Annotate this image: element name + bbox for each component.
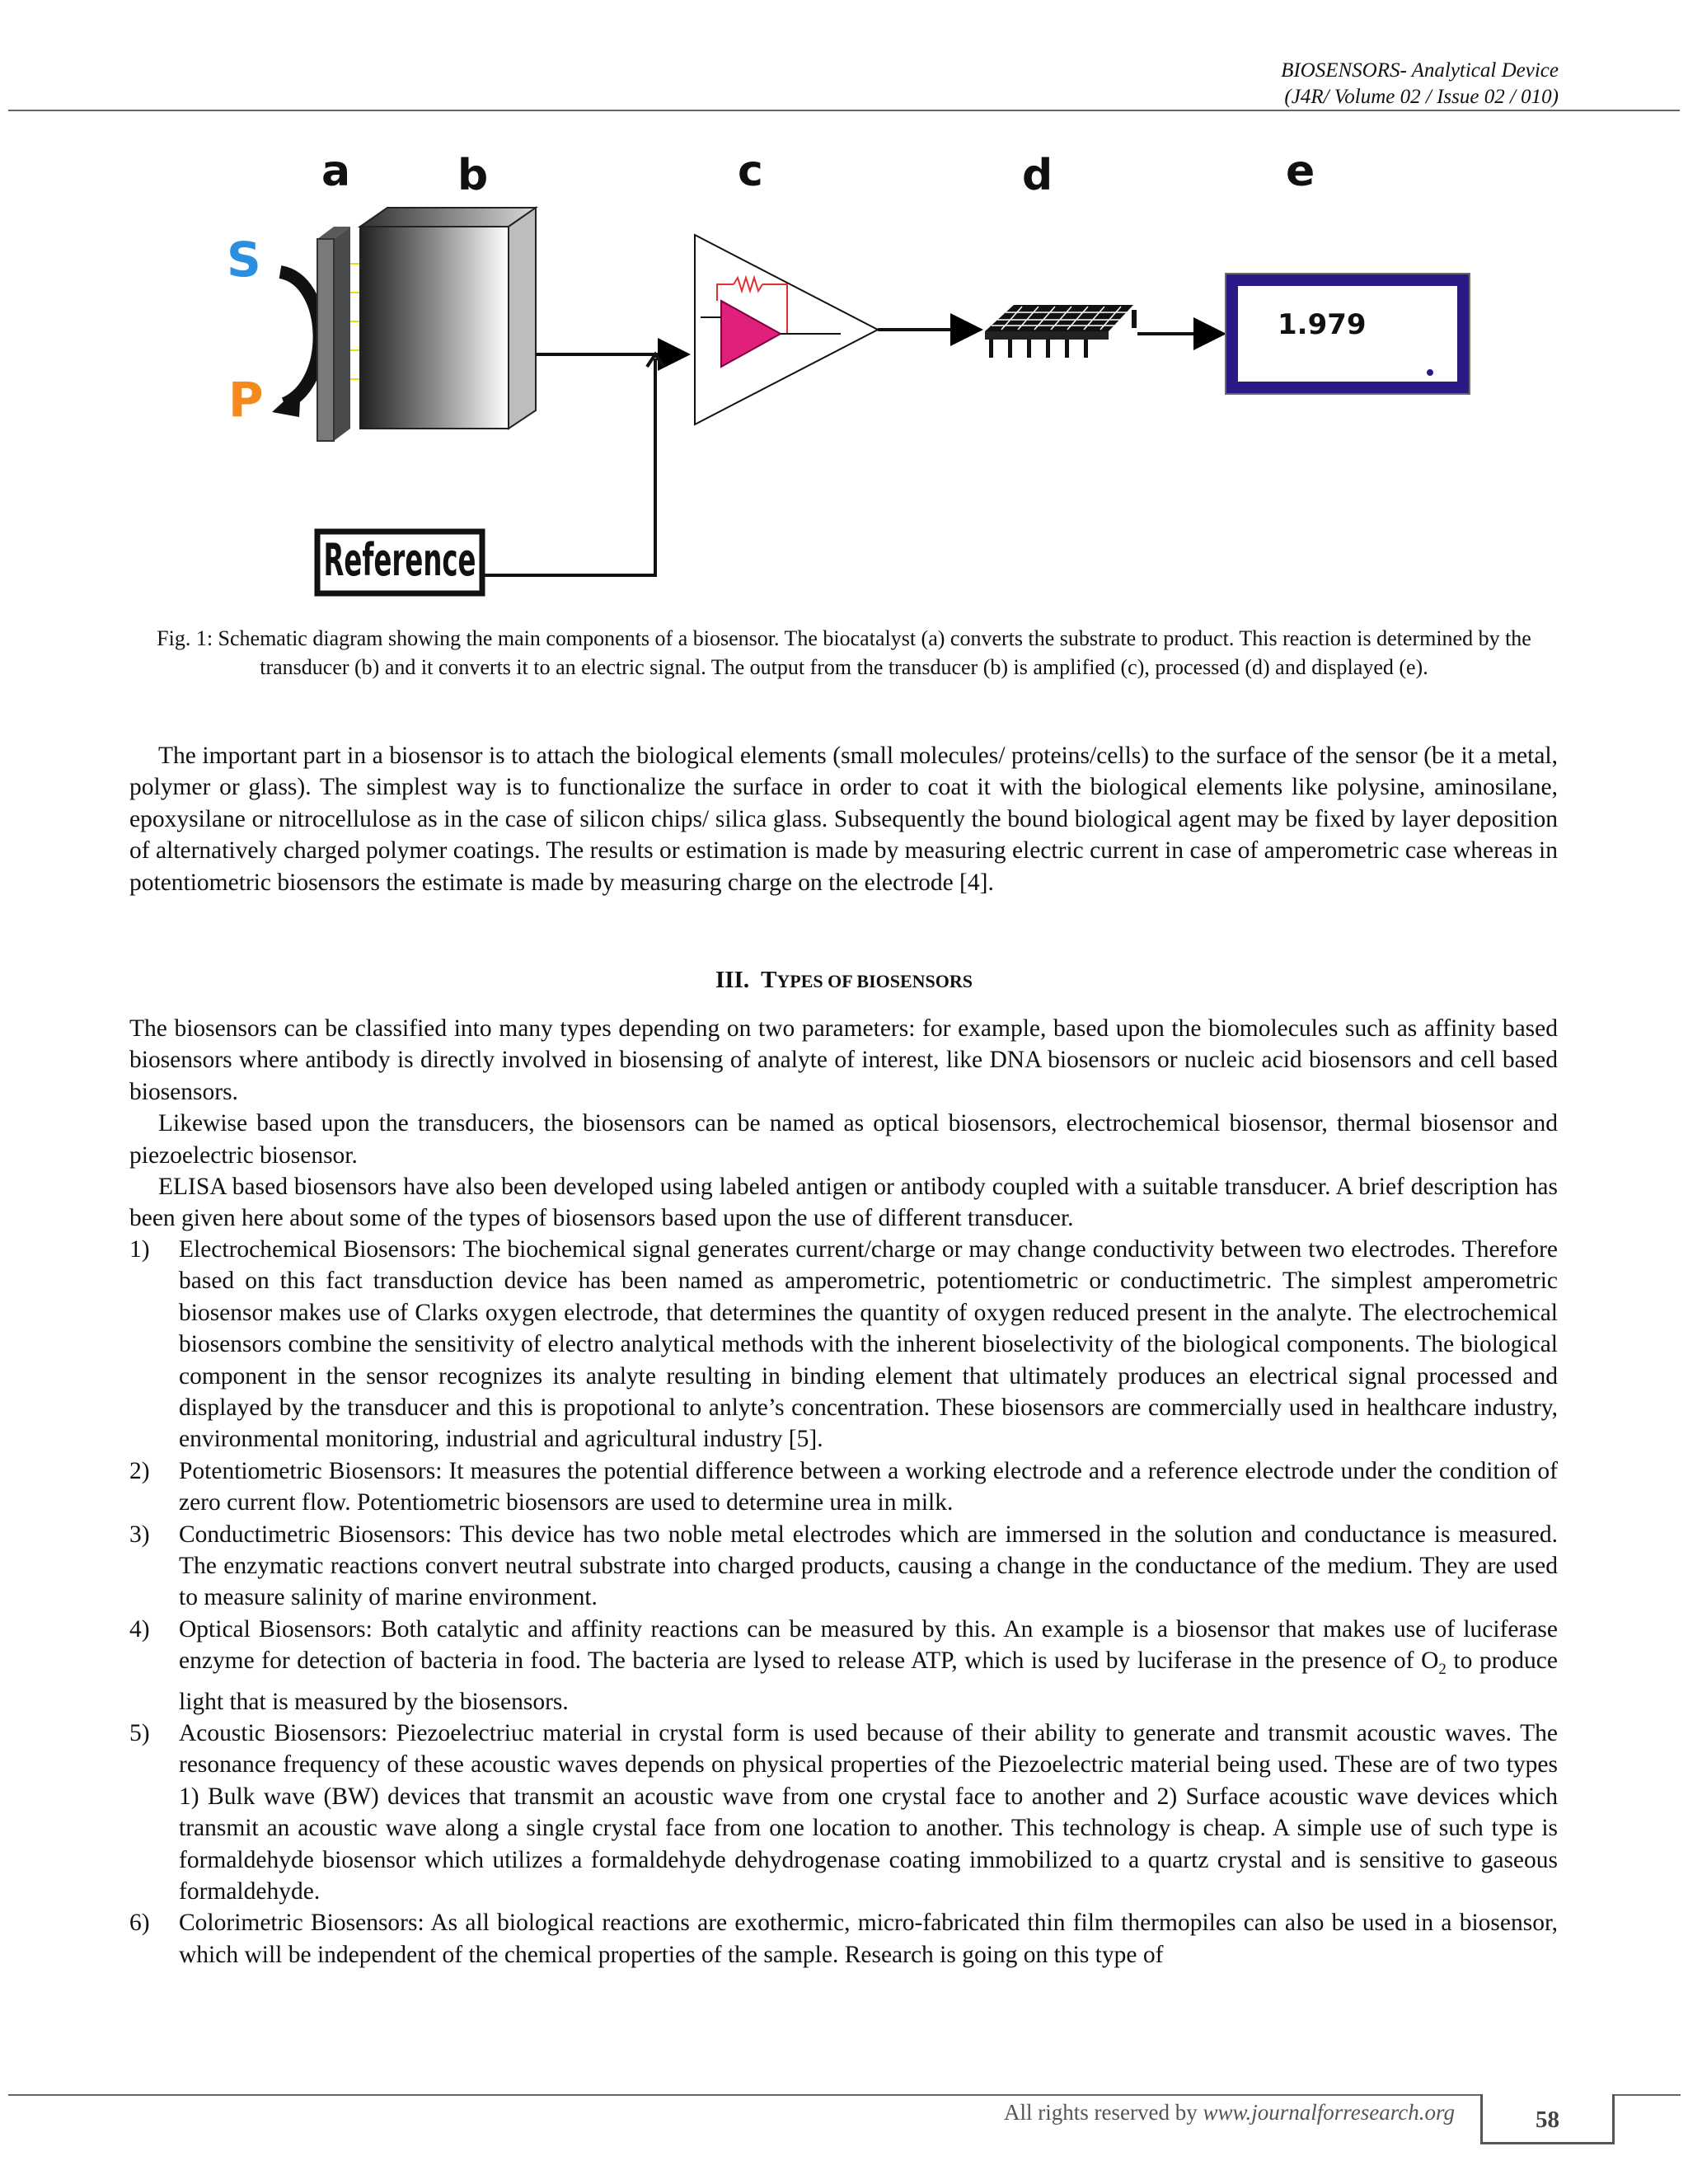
list-item-text: Colorimetric Biosensors: As all biological reactions are exothermic, micro-fabricated thin film thermopiles can also be used in a biosensor, which will be independent of the chemical properties of the sample. Research is going on this type of — [179, 1910, 1558, 1968]
list-item — [129, 1614, 1558, 1718]
paragraph-4: ELISA based biosensors have also been developed using labeled antigen or antibody coupled with a suitable transducer. A brief description has been given here about some of the types of biosensors based upon the use of different transducer. — [129, 1174, 1558, 1232]
biocatalyst-layer-a — [317, 227, 360, 441]
paragraph-3: Likewise based upon the transducers, the biosensors can be named as optical biosensors, electrochemical biosensor, thermal biosensor and piezoelectric biosensor. — [129, 1110, 1558, 1169]
header-title: BIOSENSORS- Analytical Device — [1281, 59, 1559, 82]
label-b: b — [457, 151, 489, 200]
list-item-text: Potentiometric Biosensors: It measures the potential difference between a working electrode and a reference electrode under the condition of zero current flow. Potentiometric biosensors are used to determine urea in milk. — [179, 1457, 1558, 1516]
page-number: 58 — [1536, 2107, 1559, 2133]
list-item-number: 2) — [129, 1457, 150, 1484]
intro-paragraphs — [129, 1013, 1558, 1235]
paragraph-1-container — [129, 740, 1558, 898]
label-c: c — [738, 148, 763, 196]
list-item-number: 1) — [129, 1236, 150, 1263]
header-volume: (J4R/ Volume 02 / Issue 02 / 010) — [1284, 86, 1559, 108]
figure-caption: Fig. 1: Schematic diagram showing the main components of a biosensor. The biocatalyst (a) converts the substrate to product. This reaction is determined by the transducer (b) and it converts it to an electric signal. The output from the transducer (b) is amplified (c), processed (d) and displayed (e). — [157, 626, 1531, 679]
label-substrate-s: S — [227, 232, 261, 288]
list-item — [129, 1234, 1558, 1455]
list-item-number: 5) — [129, 1719, 150, 1746]
label-e: e — [1286, 148, 1315, 196]
section-title-first: T — [761, 967, 777, 993]
list-item — [129, 1907, 1558, 1971]
list-item-text: Conductimetric Biosensors: This device has two noble metal electrodes which are immersed in the solution and conductance is measured. The enzymatic reactions convert neutral substrate into charged products, causing a change in the conductance of the medium. They are used to measure salinity of marine environment. — [179, 1521, 1558, 1611]
list-item — [129, 1718, 1558, 1907]
label-product-p: P — [228, 372, 264, 428]
label-d: d — [1022, 151, 1053, 200]
list-item-text — [179, 1614, 1558, 1718]
list-item-number: 3) — [129, 1521, 150, 1548]
list-item — [129, 1455, 1558, 1519]
list-item — [129, 1519, 1558, 1614]
header-rule — [8, 110, 1680, 111]
footer-site-link[interactable]: www.journalforresearch.org — [1203, 2100, 1455, 2125]
section-title — [0, 967, 1688, 994]
list-item-text-before: Optical Biosensors: Both catalytic and affinity reactions can be measured by this. An example is a biosensor that makes use of luciferase enzyme for detection of bacteria in food. The bacteria are lysed to release ATP, which is used by luciferase in the presence of O — [179, 1615, 1558, 1675]
label-a: a — [321, 148, 351, 196]
display-value: 1.979 — [1278, 308, 1367, 341]
footer-prefix: All rights reserved by — [1004, 2100, 1203, 2125]
paragraph-1: The important part in a biosensor is to attach the biological elements (small molecules/ proteins/cells) to the surface of the sensor (be it a metal, polymer or glass). The simplest way is to functionalize the surface in order to coat it with the biological elements like polysine, aminosilane, epoxysilane or nitrocellulose as in the case of silicon chips/ silica glass. Subsequently the bound biological agent may be fixed by layer deposition of alternatively charged polymer coatings. The results or estimation is made by measuring electric current in case of amperometric case whereas in potentiometric biosensors the estimate is made by measuring charge on the electrode [4]. — [129, 743, 1558, 896]
reaction-arrow-icon — [272, 272, 320, 417]
footer-rule — [8, 2094, 1480, 2096]
footer-rule-right — [1615, 2094, 1681, 2096]
processor-chip-d — [985, 305, 1137, 358]
list-item-text: Electrochemical Biosensors: The biochemical signal generates current/charge or may change conductivity between two electrodes. Therefore based on this fact transduction device has been named as amperometric, potentiometric or conductimetric. The simplest amperometric biosensor makes use of Clarks oxygen electrode, that determines the quantity of oxygen reduced present in the analyte. The electrochemical biosensors combine the sensitivity of electro analytical methods with the inherent bioselectivity of the biological components. The biological component in the sensor recognizes its analyte resulting in binding element that ultimately produces an electrical signal processed and displayed by the transducer and this is propotional to anlyte’s concentration. These biosensors are commercially used in healthcare industry, environmental monitoring, industrial and agricultural industry [5]. — [179, 1236, 1558, 1453]
section-title-rest: YPES OF BIOSENSORS — [776, 971, 973, 991]
footer-rights — [907, 2100, 1455, 2125]
list-item-number: 4) — [129, 1615, 150, 1643]
biosensor-schematic-figure — [218, 148, 1479, 618]
transducer-block-b — [360, 208, 536, 429]
section-number: III. — [715, 967, 750, 993]
biosensor-types-list — [129, 1234, 1558, 1971]
paragraph-2: The biosensors can be classified into many types depending on two parameters: for example, based upon the biomolecules such as affinity based biosensors where antibody is directly involved in biosensing of analyte of interest, like DNA biosensors or nucleic acid biosensors and cell based biosensors. — [129, 1015, 1558, 1105]
reference-label: Reference — [323, 534, 476, 586]
list-item-text: Acoustic Biosensors: Piezoelectriuc material in crystal form is used because of their ability to generate and transmit acoustic waves. The resonance frequency of these acoustic waves depends on physical properties of the Piezoelectric material being used. These are of two types 1) Bulk wave (BW) devices that transmit an acoustic wave from one crystal face to another and 2) Surface acoustic wave devices which transmit an acoustic wave along a single crystal face from one location to another. This technology is cheap. A simple use of such type is formaldehyde biosensor which utilizes a formaldehyde dehydrogenase coating immobilized to a quartz crystal and is sensitive to gaseous formaldehyde. — [179, 1719, 1558, 1905]
list-item-number: 6) — [129, 1910, 150, 1937]
list-item-text-after: to produce light that is measured by the biosensors. — [179, 1647, 1558, 1715]
running-header — [1281, 58, 1559, 110]
amplifier-c — [695, 235, 878, 424]
oxygen-subscript: 2 — [1438, 1661, 1447, 1679]
